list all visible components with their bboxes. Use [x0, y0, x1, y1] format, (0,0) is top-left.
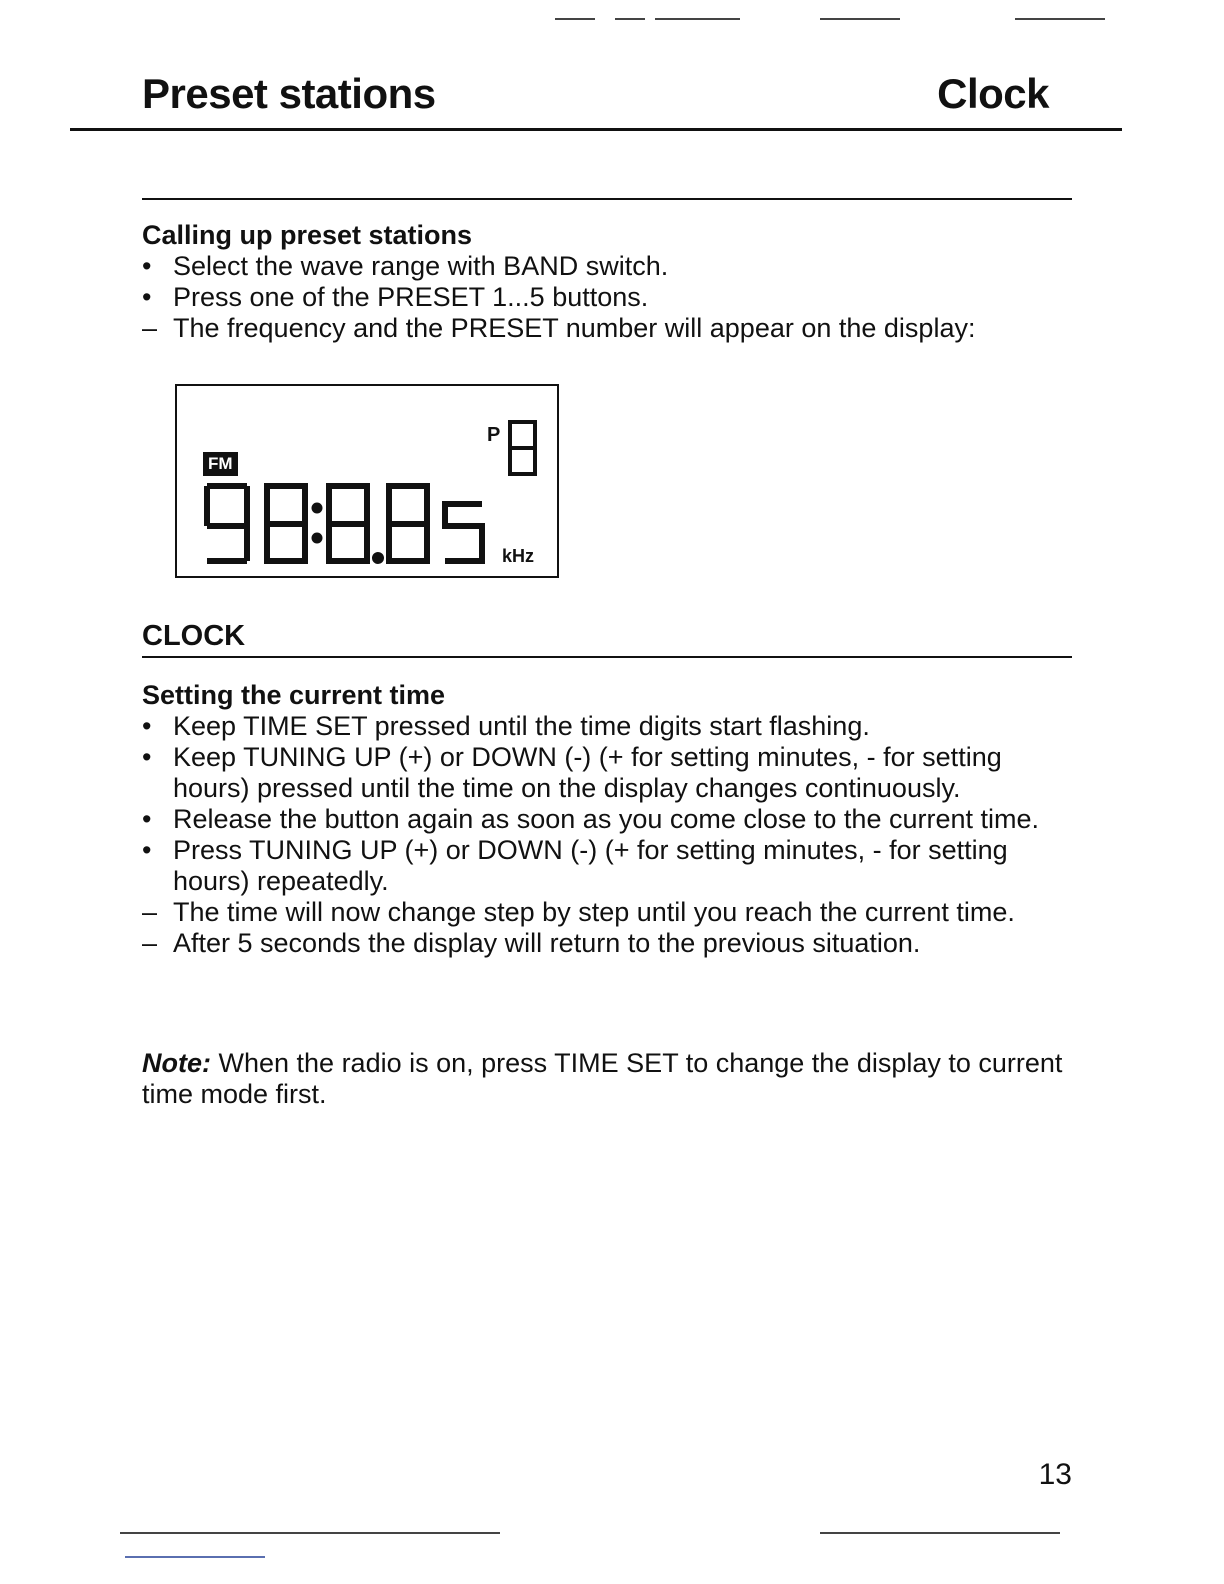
scan-mark: [120, 1532, 500, 1534]
preset-section: [142, 220, 1082, 344]
lcd-segments-graphic: [177, 386, 557, 576]
clock-section-divider: [142, 656, 1072, 658]
page-number: 13: [1038, 1458, 1072, 1491]
frequency-unit-label: kHz: [502, 546, 535, 566]
list-item: • Press TUNING UP (+) or DOWN (-) (+ for setting minutes, - for setting hours) repeatedly.: [142, 835, 1008, 896]
list-item: • Keep TUNING UP (+) or DOWN (-) (+ for setting minutes, - for setting hours) pressed until the time on the display changes continuously.: [142, 742, 1002, 803]
list-item: – The frequency and the PRESET number will appear on the display:: [142, 313, 976, 343]
preset-steps: [142, 251, 1082, 344]
list-item: – After 5 seconds the display will return to the previous situation.: [142, 928, 921, 958]
list-item: – The time will now change step by step until you reach the current time.: [142, 897, 1015, 927]
fm-band-indicator: FM: [203, 452, 238, 476]
note-paragraph: [142, 1048, 1082, 1110]
list-item: • Keep TIME SET pressed until the time digits start flashing.: [142, 711, 870, 741]
scan-mark: [615, 18, 645, 20]
list-item: • Release the button again as soon as you come close to the current time.: [142, 804, 1040, 834]
clock-steps: [142, 711, 1082, 959]
header-divider: [70, 128, 1122, 131]
header-right-title: Clock: [937, 70, 1049, 117]
note-text: When the radio is on, press TIME SET to change the display to current time mode first.: [142, 1048, 1063, 1109]
clock-subhead: Setting the current time: [142, 680, 446, 710]
lcd-display-illustration: [175, 384, 559, 578]
clock-section-title: CLOCK: [142, 620, 246, 652]
clock-section: [142, 680, 1082, 959]
preset-subhead: Calling up preset stations: [142, 220, 473, 250]
list-item: • Select the wave range with BAND switch.: [142, 251, 669, 281]
scan-mark: [125, 1556, 265, 1558]
preset-indicator-label: P: [487, 424, 501, 446]
list-item: • Press one of the PRESET 1...5 buttons.: [142, 282, 649, 312]
scan-mark: [655, 18, 740, 20]
scan-mark: [555, 18, 595, 20]
scan-mark: [1015, 18, 1105, 20]
preset-section-divider: [142, 198, 1072, 200]
note-label: Note:: [142, 1048, 211, 1078]
scan-mark: [820, 1532, 1060, 1534]
header-left-title: Preset stations: [142, 70, 436, 117]
scan-mark: [820, 18, 900, 20]
